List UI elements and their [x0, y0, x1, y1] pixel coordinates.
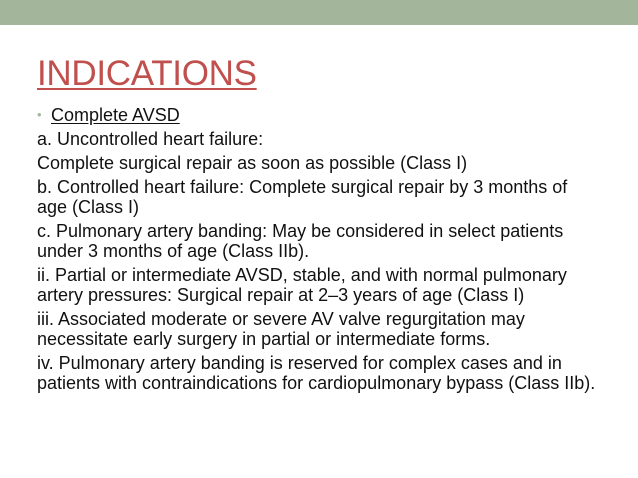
header-band [0, 0, 638, 25]
paragraph-pa-banding: c. Pulmonary artery banding: May be considered in select patients under 3 months of age (Class IIb). [37, 221, 564, 261]
paragraph-complete-repair: Complete surgical repair as soon as possible (Class I) [37, 153, 468, 173]
paragraph-uncontrolled-hf: a. Uncontrolled heart failure: [37, 129, 264, 149]
paragraph-av-regurgitation: iii. Associated moderate or severe AV valve regurgitation may necessitate early surgery in partial or intermediate forms. [37, 309, 525, 349]
slide-body [37, 105, 597, 397]
paragraph-controlled-hf: b. Controlled heart failure: Complete surgical repair by 3 months of age (Class I) [37, 177, 568, 217]
bullet-dot-icon: • [37, 107, 42, 122]
slide-title: INDICATIONS [37, 54, 257, 93]
paragraph-banding-complex: iv. Pulmonary artery banding is reserved for complex cases and in patients with contraindications for cardiopulmonary bypass (Class IIb). [37, 353, 596, 393]
bullet-link-complete-avsd[interactable]: Complete AVSD [51, 105, 180, 125]
bullet-item [37, 105, 597, 125]
paragraph-partial-avsd: ii. Partial or intermediate AVSD, stable, and with normal pulmonary artery pressures: Surgical repair at 2–3 years of age (Class I) [37, 265, 567, 305]
